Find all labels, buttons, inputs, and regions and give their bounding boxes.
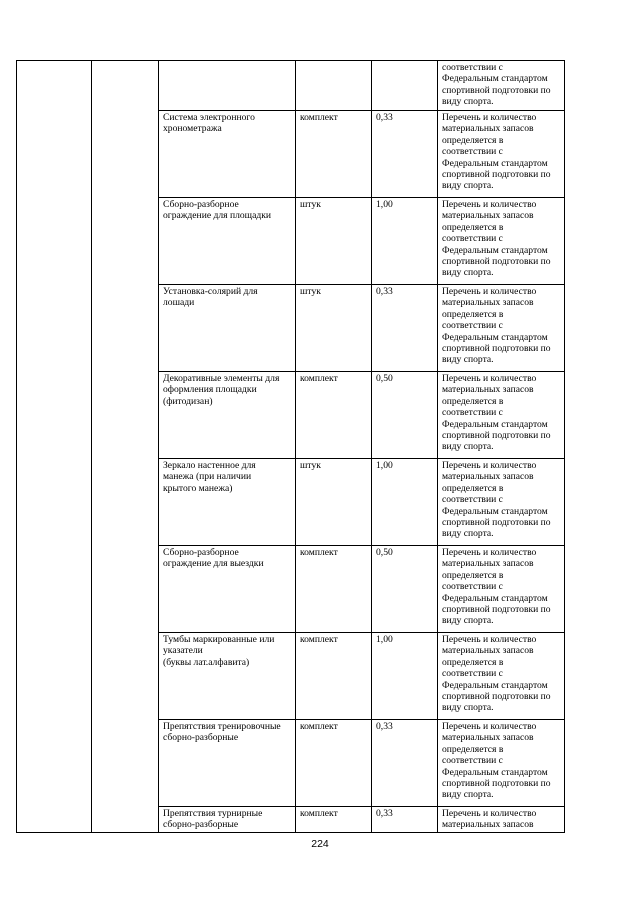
unit-of-measure: штук [296, 459, 372, 546]
quantity: 0,50 [372, 546, 438, 633]
note: Перечень и количество материальных запасов определяется в соответствии с Федеральным стандартом спортивной подготовки по виду спорта. [438, 198, 565, 285]
note: Перечень и количество материальных запасов определяется в соответствии с Федеральным стандартом спортивной подготовки по виду спорта. [438, 546, 565, 633]
qty-cell [372, 61, 438, 111]
equipment-name: Система электронного хронометража [159, 111, 296, 198]
quantity: 0,33 [372, 285, 438, 372]
unit-of-measure: комплект [296, 546, 372, 633]
equipment-name: Сборно-разборное ограждение для площадки [159, 198, 296, 285]
second-column-cell [92, 61, 159, 833]
unit-of-measure: комплект [296, 807, 372, 833]
equipment-name: Установка-солярий для лошади [159, 285, 296, 372]
quantity: 0,33 [372, 720, 438, 807]
continuation-note-cell: соответствии с Федеральным стандартом спортивной подготовки по виду спорта. [438, 61, 565, 111]
note: Перечень и количество материальных запасов определяется в соответствии с Федеральным стандартом спортивной подготовки по виду спорта. [438, 720, 565, 807]
equipment-name: Декоративные элементы для оформления площадки (фитодизан) [159, 372, 296, 459]
equipment-name: Сборно-разборное ограждение для выездки [159, 546, 296, 633]
left-column-cell [17, 61, 92, 833]
note: Перечень и количество материальных запасов определяется в соответствии с Федеральным стандартом спортивной подготовки по виду спорта. [438, 459, 565, 546]
note: Перечень и количество материальных запасов определяется в соответствии с Федеральным стандартом спортивной подготовки по виду спорта. [438, 111, 565, 198]
quantity: 1,00 [372, 633, 438, 720]
quantity: 0,33 [372, 111, 438, 198]
unit-of-measure: комплект [296, 720, 372, 807]
note: Перечень и количество материальных запасов [438, 807, 565, 833]
unit-of-measure: комплект [296, 372, 372, 459]
quantity: 1,00 [372, 459, 438, 546]
unit-of-measure: штук [296, 198, 372, 285]
quantity: 0,33 [372, 807, 438, 833]
equipment-table [16, 60, 565, 833]
quantity: 1,00 [372, 198, 438, 285]
note: Перечень и количество материальных запасов определяется в соответствии с Федеральным стандартом спортивной подготовки по виду спорта. [438, 285, 565, 372]
equipment-name: Препятствия турнирные сборно-разборные [159, 807, 296, 833]
table-row [17, 61, 565, 111]
name-cell [159, 61, 296, 111]
page-number: 224 [311, 838, 329, 850]
unit-of-measure: штук [296, 285, 372, 372]
unit-of-measure: комплект [296, 111, 372, 198]
unit-cell [296, 61, 372, 111]
note: Перечень и количество материальных запасов определяется в соответствии с Федеральным стандартом спортивной подготовки по виду спорта. [438, 633, 565, 720]
equipment-name: Тумбы маркированные или указатели (буквы лат.алфавита) [159, 633, 296, 720]
unit-of-measure: комплект [296, 633, 372, 720]
quantity: 0,50 [372, 372, 438, 459]
equipment-name: Зеркало настенное для манежа (при наличии крытого манежа) [159, 459, 296, 546]
equipment-name: Препятствия тренировочные сборно-разборные [159, 720, 296, 807]
note: Перечень и количество материальных запасов определяется в соответствии с Федеральным стандартом спортивной подготовки по виду спорта. [438, 372, 565, 459]
